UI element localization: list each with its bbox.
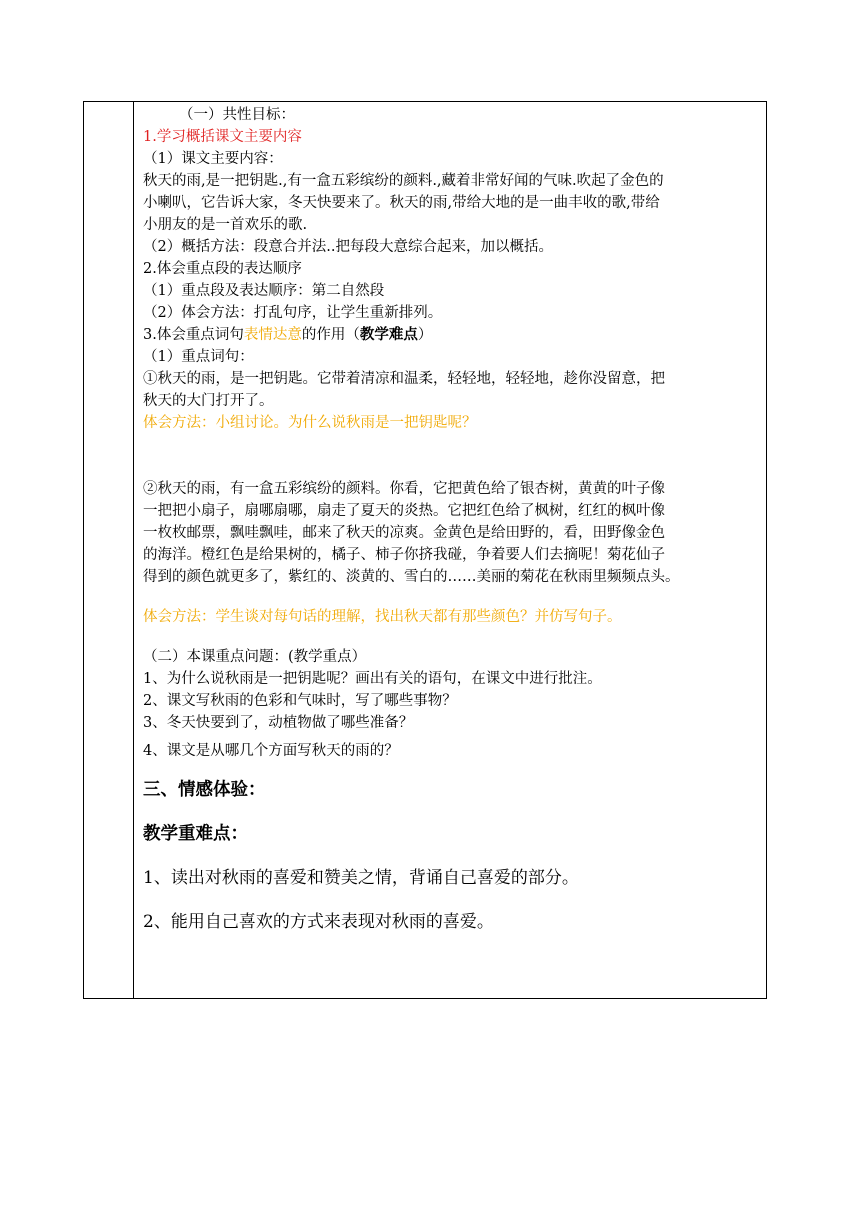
passage-2-line: 一把把小扇子，扇哪扇哪，扇走了夏天的炎热。它把红色给了枫树，红红的枫叶像 bbox=[143, 503, 665, 519]
goal-3-title-part: ） bbox=[417, 327, 433, 343]
goal-2-sub-2: （2）体会方法：打乱句序，让学生重新排列。 bbox=[143, 305, 443, 321]
spacer bbox=[143, 588, 763, 606]
question-4: 4、课文是从哪几个方面写秋天的雨的？ bbox=[143, 743, 399, 759]
spacer bbox=[143, 762, 763, 776]
method-2: 体会方法：学生谈对每句话的理解，找出秋天都有那些颜色？并仿写句子。 bbox=[143, 609, 622, 625]
method-1: 体会方法：小组讨论。为什么说秋雨是一把钥匙呢？ bbox=[143, 415, 477, 431]
section-2-heading: （二）本课重点问题：(教学重点） bbox=[143, 649, 367, 665]
goal-1-text-line: 小朋友的是一首欢乐的歌. bbox=[143, 217, 308, 233]
goal-3-difficulty: 教学难点 bbox=[359, 326, 418, 343]
key-point-2: 2、能用自己喜欢的方式来表现对秋雨的喜爱。 bbox=[143, 912, 494, 932]
passage-2-line: ②秋天的雨，有一盒五彩缤纷的颜料。你看，它把黄色给了银杏树，黄黄的叶子像 bbox=[143, 481, 665, 497]
question-1: 1、为什么说秋雨是一把钥匙呢？画出有关的语句，在课文中进行批注。 bbox=[143, 671, 602, 687]
question-3: 3、冬天快要到了，动植物做了哪些准备？ bbox=[143, 715, 414, 731]
goal-3-highlight: 表情达意 bbox=[243, 327, 302, 343]
goal-2-title: 2.体会重点段的表达顺序 bbox=[143, 261, 302, 277]
lesson-plan-table bbox=[83, 101, 767, 999]
passage-2-line: 的海洋。橙红色是给果树的，橘子、柿子你挤我碰，争着要人们去摘呢！菊花仙子 bbox=[143, 547, 665, 563]
spacer bbox=[143, 804, 763, 820]
spacer bbox=[143, 628, 763, 646]
goal-1-sub-2: （2）概括方法：段意合并法..把每段大意综合起来，加以概括。 bbox=[143, 239, 553, 255]
passage-2-line: 一枚枚邮票，飘哇飘哇，邮来了秋天的凉爽。金黄色是给田野的，看，田野像金色 bbox=[143, 525, 665, 541]
goal-1-sub-1: （1）课文主要内容： bbox=[143, 151, 283, 167]
section-1-heading: （一）共性目标： bbox=[179, 107, 295, 123]
passage-1-line: ①秋天的雨，是一把钥匙。它带着清凉和温柔，轻轻地，轻轻地，趁你没留意，把 bbox=[143, 371, 665, 387]
goal-3-sub-1: （1）重点词句： bbox=[143, 349, 254, 365]
spacer bbox=[143, 434, 763, 478]
content-cell bbox=[143, 104, 763, 936]
goal-1-text-line: 秋天的雨,是一把钥匙.,有一盒五彩缤纷的颜料.,藏着非常好闻的气味.吹起了金色的 bbox=[143, 173, 664, 189]
spacer bbox=[143, 848, 763, 864]
section-3-heading: 三、情感体验： bbox=[143, 780, 266, 800]
key-points-heading: 教学重难点： bbox=[143, 824, 248, 844]
spacer bbox=[143, 892, 763, 908]
goal-2-sub-1: （1）重点段及表达顺序：第二自然段 bbox=[143, 283, 385, 299]
column-divider bbox=[133, 102, 134, 998]
question-2: 2、课文写秋雨的色彩和气味时，写了哪些事物？ bbox=[143, 693, 457, 709]
goal-3-title bbox=[143, 324, 763, 346]
goal-3-title-part: 的作用（ bbox=[301, 327, 360, 343]
goal-1-title: 1.学习概括课文主要内容 bbox=[143, 129, 302, 145]
goal-1-text-line: 小喇叭，它告诉大家，冬天快要来了。秋天的雨,带给大地的是一曲丰收的歌,带给 bbox=[143, 195, 660, 211]
passage-1-line: 秋天的大门打开了。 bbox=[143, 393, 274, 409]
goal-3-title-part: 3.体会重点词句 bbox=[143, 327, 244, 343]
passage-2-line: 得到的颜色就更多了，紫红的、淡黄的、雪白的……美丽的菊花在秋雨里频频点头。 bbox=[143, 569, 680, 585]
key-point-1: 1、读出对秋雨的喜爱和赞美之情，背诵自己喜爱的部分。 bbox=[143, 868, 579, 888]
